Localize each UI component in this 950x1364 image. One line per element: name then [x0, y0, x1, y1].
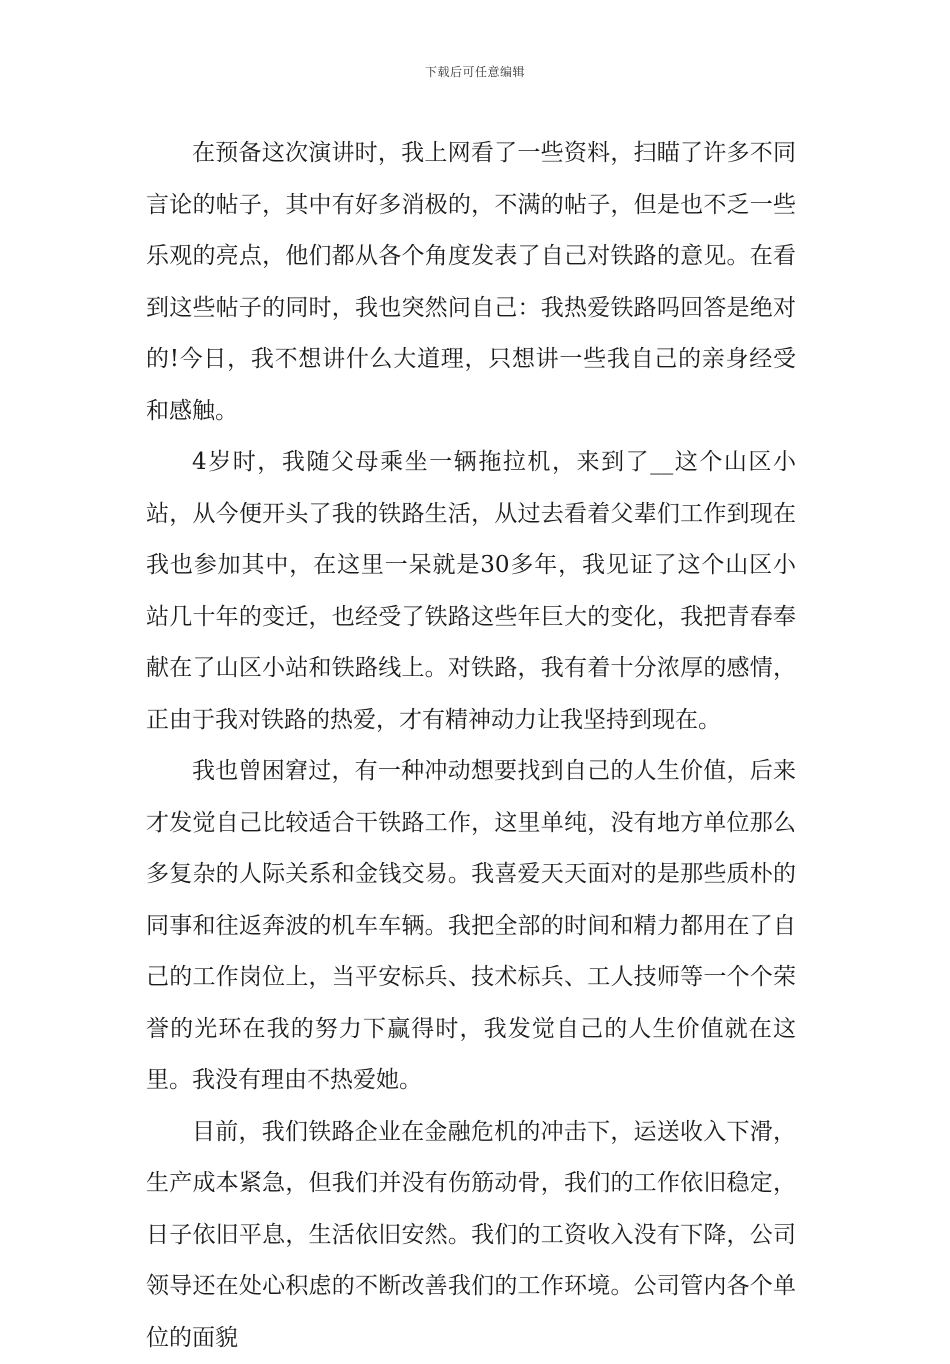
page-header: 下载后可任意编辑: [0, 64, 950, 80]
paragraph-2: 4岁时，我随父母乘坐一辆拖拉机，来到了__这个山区小站，从今便开头了我的铁路生活，从过去看着父辈们工作到现在我也参加其中，在这里一呆就是30多年，我见证了这个山区小站几十年的变迁，也经受了铁路这些年巨大的变化，我把青春奉献在了山区小站和铁路线上。对铁路，我有着十分浓厚的感情，正由于我对铁路的热爱，才有精神动力让我坚持到现在。: [146, 437, 796, 746]
paragraph-3: 我也曾困窘过，有一种冲动想要找到自己的人生价值，后来才发觉自己比较适合干铁路工作，这里单纯，没有地方单位那么多复杂的人际关系和金钱交易。我喜爱天天面对的是那些质朴的同事和往返奔波的机车车辆。我把全部的时间和精力都用在了自己的工作岗位上，当平安标兵、技术标兵、工人技师等一个个荣誉的光环在我的努力下赢得时，我发觉自己的人生价值就在这里。我没有理由不热爱她。: [146, 746, 796, 1107]
document-body: [146, 128, 796, 1364]
paragraph-1: 在预备这次演讲时，我上网看了一些资料，扫瞄了许多不同言论的帖子，其中有好多消极的，不满的帖子，但是也不乏一些乐观的亮点，他们都从各个角度发表了自己对铁路的意见。在看到这些帖子的同时，我也突然问自己：我热爱铁路吗回答是绝对的!今日，我不想讲什么大道理，只想讲一些我自己的亲身经受和感触。: [146, 128, 796, 437]
paragraph-4: 目前，我们铁路企业在金融危机的冲击下，运送收入下滑，生产成本紧急，但我们并没有伤筋动骨，我们的工作依旧稳定，日子依旧平息，生活依旧安然。我们的工资收入没有下降，公司领导还在处心积虑的不断改善我们的工作环境。公司管内各个单位的面貌: [146, 1107, 796, 1364]
